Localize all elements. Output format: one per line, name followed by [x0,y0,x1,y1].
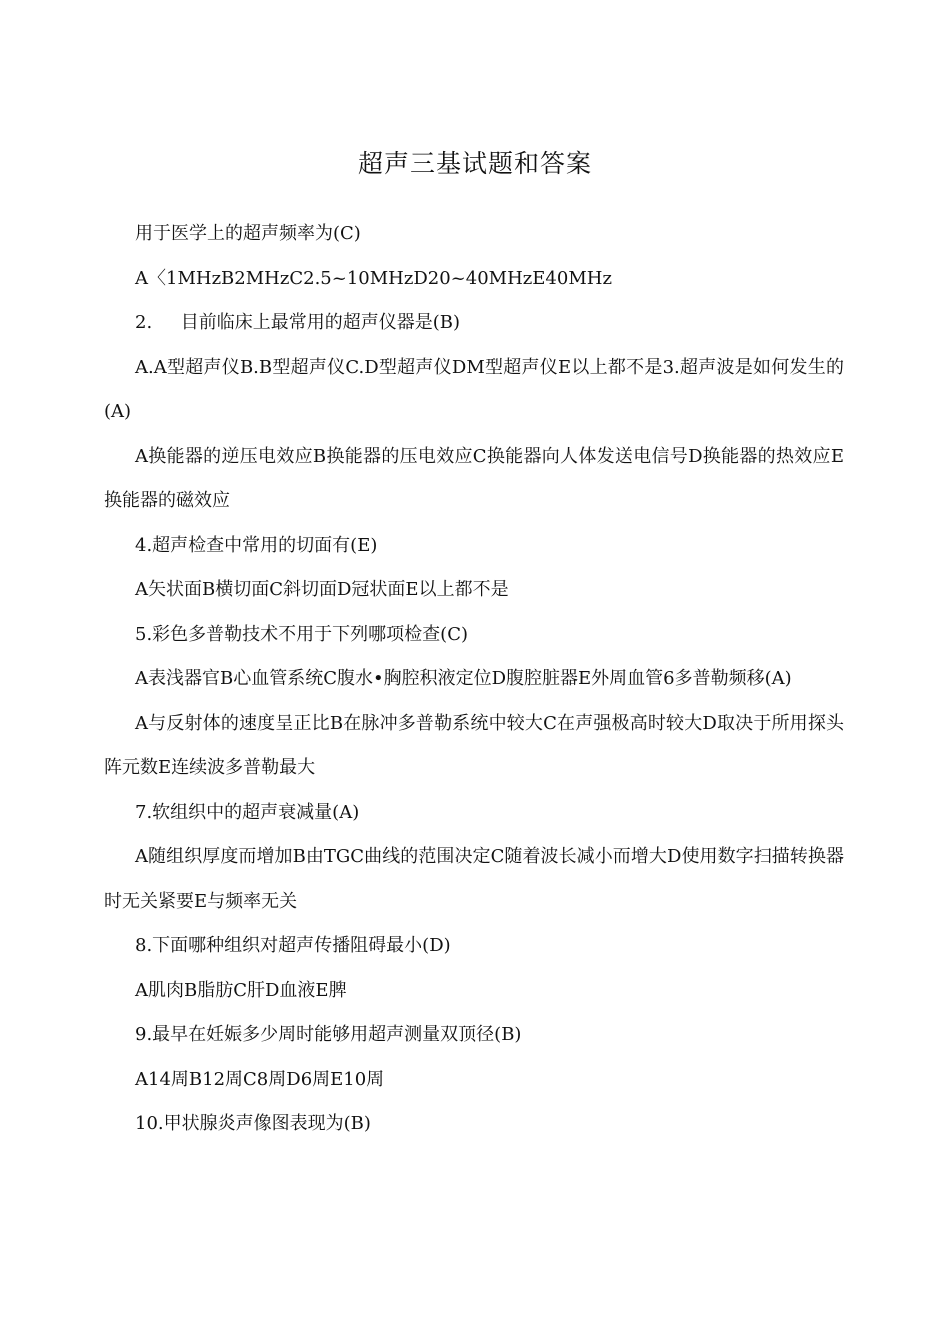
document-body [104,212,844,1147]
paragraph: 9.最早在妊娠多少周时能够用超声测量双顶径(B) [135,1024,522,1045]
paragraph: 10.甲状腺炎声像图表现为(B) [135,1113,371,1134]
paragraph: 4.超声检查中常用的切面有(E) [135,534,378,556]
paragraph: 8.下面哪种组织对超声传播阻碍最小(D) [135,935,451,956]
paragraph: 用于医学上的超声频率为(C) [135,223,361,244]
document-title: 超声三基试题和答案 [357,149,592,178]
paragraph: A14周B12周C8周D6周E10周 [135,1068,385,1090]
paragraph: A随组织厚度而增加B由TGC曲线的范围决定C随着波长减小而增大D使用数字扫描转换器时无关紧要E与频率无关 [104,846,844,912]
paragraph: A与反射体的速度呈正比B在脉冲多普勒系统中较大C在声强极高时较大D取决于所用探头阵元数E连续波多普勒最大 [104,712,844,778]
paragraph: A矢状面B横切面C斜切面D冠状面E以上都不是 [135,579,509,600]
paragraph: A表浅器官B心血管系统C腹水•胸腔积液定位D腹腔脏器E外周血管6多普勒频移(A) [135,668,792,689]
paragraph: A肌肉B脂肪C肝D血液E脾 [135,979,347,1001]
paragraph: A.A型超声仪B.B型超声仪C.D型超声仪DM型超声仪E以上都不是3.超声波是如何发生的(A) [104,356,844,422]
paragraph: 7.软组织中的超声衰减量(A) [135,801,360,823]
paragraph: A换能器的逆压电效应B换能器的压电效应C换能器向人体发送电信号D换能器的热效应E换能器的磁效应 [104,445,844,511]
paragraph: 5.彩色多普勒技术不用于下列哪项检查(C) [135,623,468,645]
paragraph: 2. 目前临床上最常用的超声仪器是(B) [135,312,461,333]
paragraph: A〈1MHzB2MHzC2.5~10MHzD20~40MHzE40MHz [135,267,612,289]
